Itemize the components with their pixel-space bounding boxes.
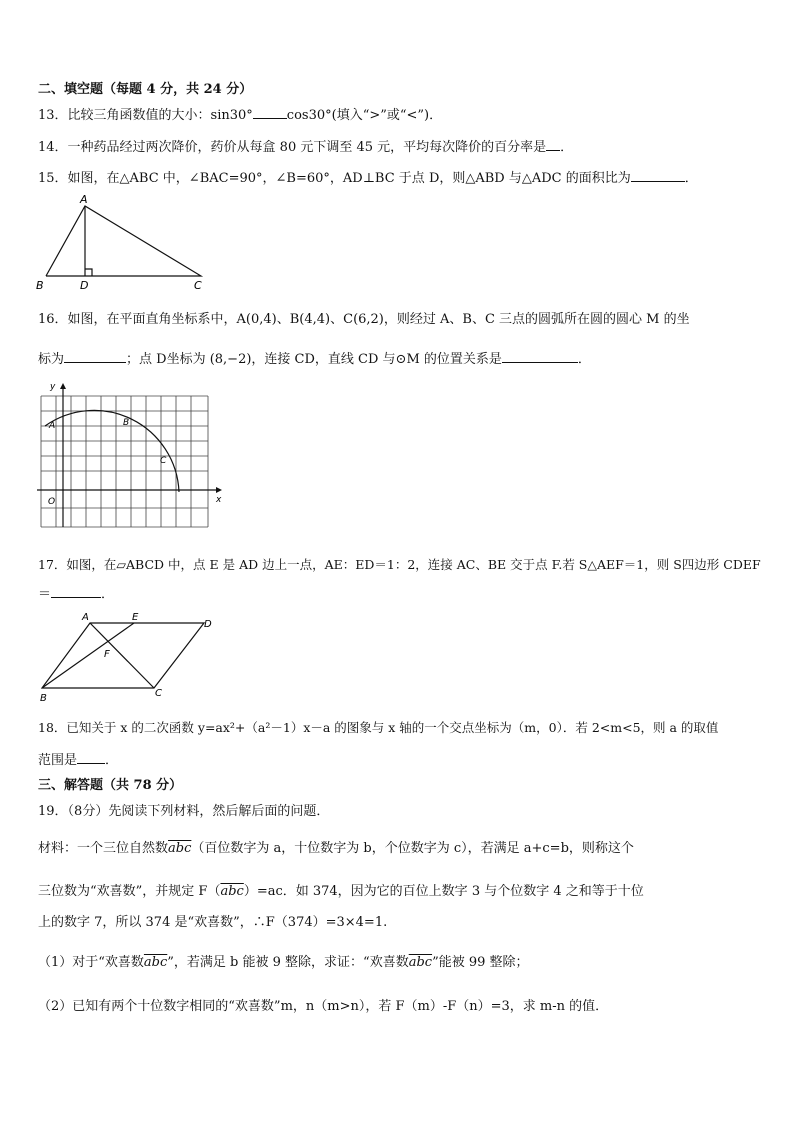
label-a: A — [80, 193, 88, 206]
q15-triangle-figure — [30, 192, 220, 294]
label-b: B — [36, 279, 44, 292]
q16-grid-figure — [30, 380, 230, 532]
y-axis-arrow-icon — [60, 383, 66, 389]
overline-abc: $\overline{abc}$ — [220, 884, 244, 899]
parallelogram-abcd — [42, 623, 204, 688]
q17-parallelogram-figure — [34, 608, 224, 706]
q19-p1a: （1）对于“欢喜数 — [38, 955, 144, 970]
question-16-line1: 16．如图，在平面直角坐标系中，A(0,4)、B(4,4)、C(6,2)，则经过 A、B、C 三点的圆弧所在圆的圆心 M 的坐 — [38, 312, 690, 327]
q19-p1c: ”能被 99 整除； — [432, 955, 529, 970]
question-19-part2: （2）已知有两个十位数字相同的“欢喜数”m，n（m>n），若 F（m）-F（n）=3，求 m-n 的值． — [38, 999, 609, 1014]
q18-line2-b: ． — [105, 753, 119, 768]
label-a: A — [49, 421, 56, 431]
q19-m1a: 材料：一个三位自然数 — [38, 841, 169, 856]
x-axis-arrow-icon — [216, 487, 222, 493]
q19-m2a: 三位数为“欢喜数”，并规定 F（ — [38, 884, 221, 899]
section-title-solutions: 三、解答题（共 78 分） — [38, 778, 183, 793]
segment-be — [42, 623, 134, 688]
overline-abc: $\overline{abc}$ — [143, 955, 168, 970]
section-title-fill-in: 二、填空题（每题 4 分，共 24 分） — [38, 82, 253, 97]
q15-answer-blank[interactable] — [631, 169, 685, 182]
q15-text-after: ． — [684, 171, 698, 186]
q18-answer-blank[interactable] — [77, 751, 105, 764]
q19-p1b: ”，若满足 b 能被 9 整除，求证：“欢喜数 — [167, 955, 409, 970]
q14-text-before: 14．一种药品经过两次降价，药价从每盒 80 元下调至 45 元，平均每次降价的百分率是 — [38, 140, 547, 155]
label-c: C — [160, 456, 167, 466]
q19-m1b: （百位数字为 a，十位数字为 b，个位数字为 c），若满足 a+c=b，则称这个 — [191, 841, 634, 856]
q17-answer-blank[interactable] — [51, 585, 101, 598]
question-14 — [38, 136, 573, 155]
question-18-line1: 18．已知关于 x 的二次函数 y=ax²+（a²－1）x－a 的图象与 x 轴的一个交点坐标为（m，0）．若 2<m<5，则 a 的取值 — [38, 720, 719, 735]
label-b: B — [40, 693, 47, 704]
question-19-material-line3: 上的数字 7，所以 374 是“欢喜数”，∴F（374）=3×4=1. — [38, 915, 388, 930]
q16-line2-c: ． — [577, 352, 591, 367]
label-d: D — [80, 279, 89, 292]
label-b: B — [123, 418, 130, 428]
question-15 — [38, 167, 698, 186]
question-13 — [38, 104, 442, 123]
label-d: D — [204, 619, 212, 630]
q14-answer-blank[interactable] — [546, 138, 560, 151]
label-a: A — [82, 612, 89, 623]
question-17-line1: 17．如图，在▱ABCD 中，点 E 是 AD 边上一点，AE：ED＝1：2，连接 AC、BE 交于点 F.若 S△AEF＝1，则 S四边形 CDEF — [38, 557, 761, 572]
q18-line2-a: 范围是 — [38, 753, 78, 768]
circle-arc — [45, 410, 179, 492]
triangle-abc — [46, 206, 201, 276]
label-o: O — [48, 497, 56, 507]
question-19-part1 — [38, 951, 529, 970]
overline-abc: $\overline{abc}$ — [408, 955, 433, 970]
q13-answer-blank[interactable] — [253, 106, 287, 119]
question-16-line2 — [38, 348, 591, 367]
q16-line2-a: 标为 — [38, 352, 65, 367]
question-17-line2 — [38, 583, 114, 602]
q16-answer-blank-2[interactable] — [502, 350, 578, 363]
q15-text-before: 15．如图，在△ABC 中，∠BAC=90°，∠B=60°，AD⊥BC 于点 D，则△ABD 与△ADC 的面积比为 — [38, 171, 631, 186]
question-19-material-line2 — [38, 880, 644, 899]
q13-text-before: 13．比较三角函数值的大小：sin30° — [38, 108, 253, 123]
q17-line2-b: ． — [101, 587, 115, 602]
label-e: E — [132, 612, 139, 623]
q17-line2-a: ＝ — [38, 587, 52, 602]
q16-answer-blank-1[interactable] — [64, 350, 126, 363]
label-c: C — [155, 688, 162, 699]
q19-m2b: ）=ac．如 374，因为它的百位上数字 3 与个位数字 4 之和等于十位 — [243, 884, 644, 899]
q14-text-after: ． — [560, 140, 574, 155]
label-x: x — [216, 495, 222, 505]
question-19-intro: 19．（8分）先阅读下列材料，然后解后面的问题． — [38, 804, 330, 819]
label-y: y — [50, 382, 56, 392]
q16-line2-b: ；点 D坐标为 (8,−2)，连接 CD，直线 CD 与⊙M 的位置关系是 — [126, 352, 502, 367]
label-c: C — [194, 279, 202, 292]
overline-abc: $\overline{abc}$ — [168, 841, 192, 856]
q13-text-after: cos30°(填入“>”或“<”)． — [286, 108, 443, 123]
question-19-material-line1 — [38, 837, 634, 856]
diagonal-ac — [90, 623, 154, 688]
label-f: F — [104, 649, 110, 660]
question-18-line2 — [38, 749, 118, 768]
right-angle-mark — [85, 269, 92, 276]
